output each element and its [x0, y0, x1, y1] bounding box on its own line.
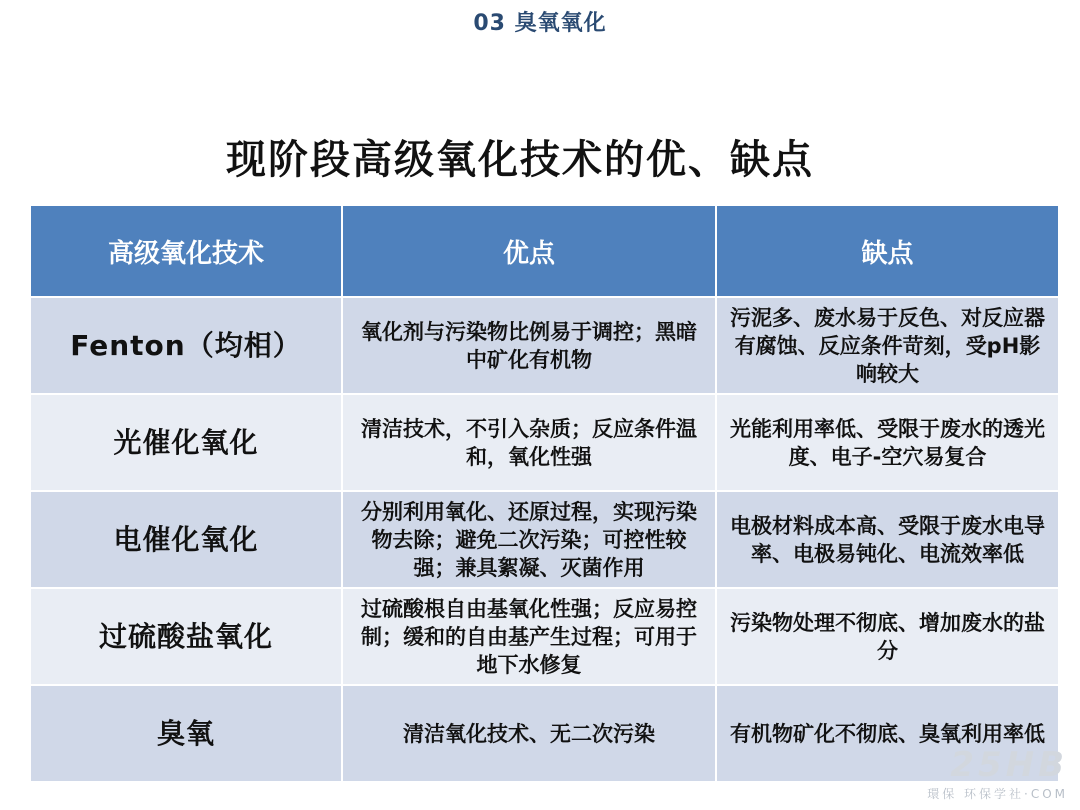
advantages-cell: 氧化剂与污染物比例易于调控；黑暗中矿化有机物 [342, 297, 716, 394]
watermark-logo: 25HB [950, 745, 1068, 785]
site-watermark [927, 745, 1068, 802]
header-technology: 高级氧化技术 [30, 205, 342, 297]
technology-cell: 臭氧 [30, 685, 342, 782]
watermark-subtitle: 環保 环保学社·COM [927, 787, 1068, 801]
technology-cell: Fenton（均相） [30, 297, 342, 394]
disadvantages-cell: 有机物矿化不彻底、臭氧利用率低 [716, 685, 1059, 782]
advantages-cell: 分别利用氧化、还原过程，实现污染物去除；避免二次污染；可控性较强；兼具絮凝、灭菌作用 [342, 491, 716, 588]
technology-cell: 过硫酸盐氧化 [30, 588, 342, 685]
table-row [30, 394, 1059, 491]
header-advantages: 优点 [342, 205, 716, 297]
disadvantages-cell: 电极材料成本高、受限于废水电导率、电极易钝化、电流效率低 [716, 491, 1059, 588]
page-title: 现阶段高级氧化技术的优、缺点 [226, 137, 814, 183]
technology-cell: 电催化氧化 [30, 491, 342, 588]
advantages-cell: 过硫酸根自由基氧化性强；反应易控制；缓和的自由基产生过程；可用于地下水修复 [342, 588, 716, 685]
advantages-cell: 清洁技术，不引入杂质；反应条件温和，氧化性强 [342, 394, 716, 491]
table-header-row [30, 205, 1059, 297]
disadvantages-cell: 污染物处理不彻底、增加废水的盐分 [716, 588, 1059, 685]
technology-cell: 光催化氧化 [30, 394, 342, 491]
table-row [30, 588, 1059, 685]
header-disadvantages: 缺点 [716, 205, 1059, 297]
table-row [30, 491, 1059, 588]
advantages-cell: 清洁氧化技术、无二次污染 [342, 685, 716, 782]
comparison-table [29, 204, 1060, 783]
table-row [30, 685, 1059, 782]
disadvantages-cell: 光能利用率低、受限于废水的透光度、电子-空穴易复合 [716, 394, 1059, 491]
table-row [30, 297, 1059, 394]
section-header: 03 臭氧氧化 [473, 11, 607, 36]
disadvantages-cell: 污泥多、废水易于反色、对反应器有腐蚀、反应条件苛刻，受pH影响较大 [716, 297, 1059, 394]
